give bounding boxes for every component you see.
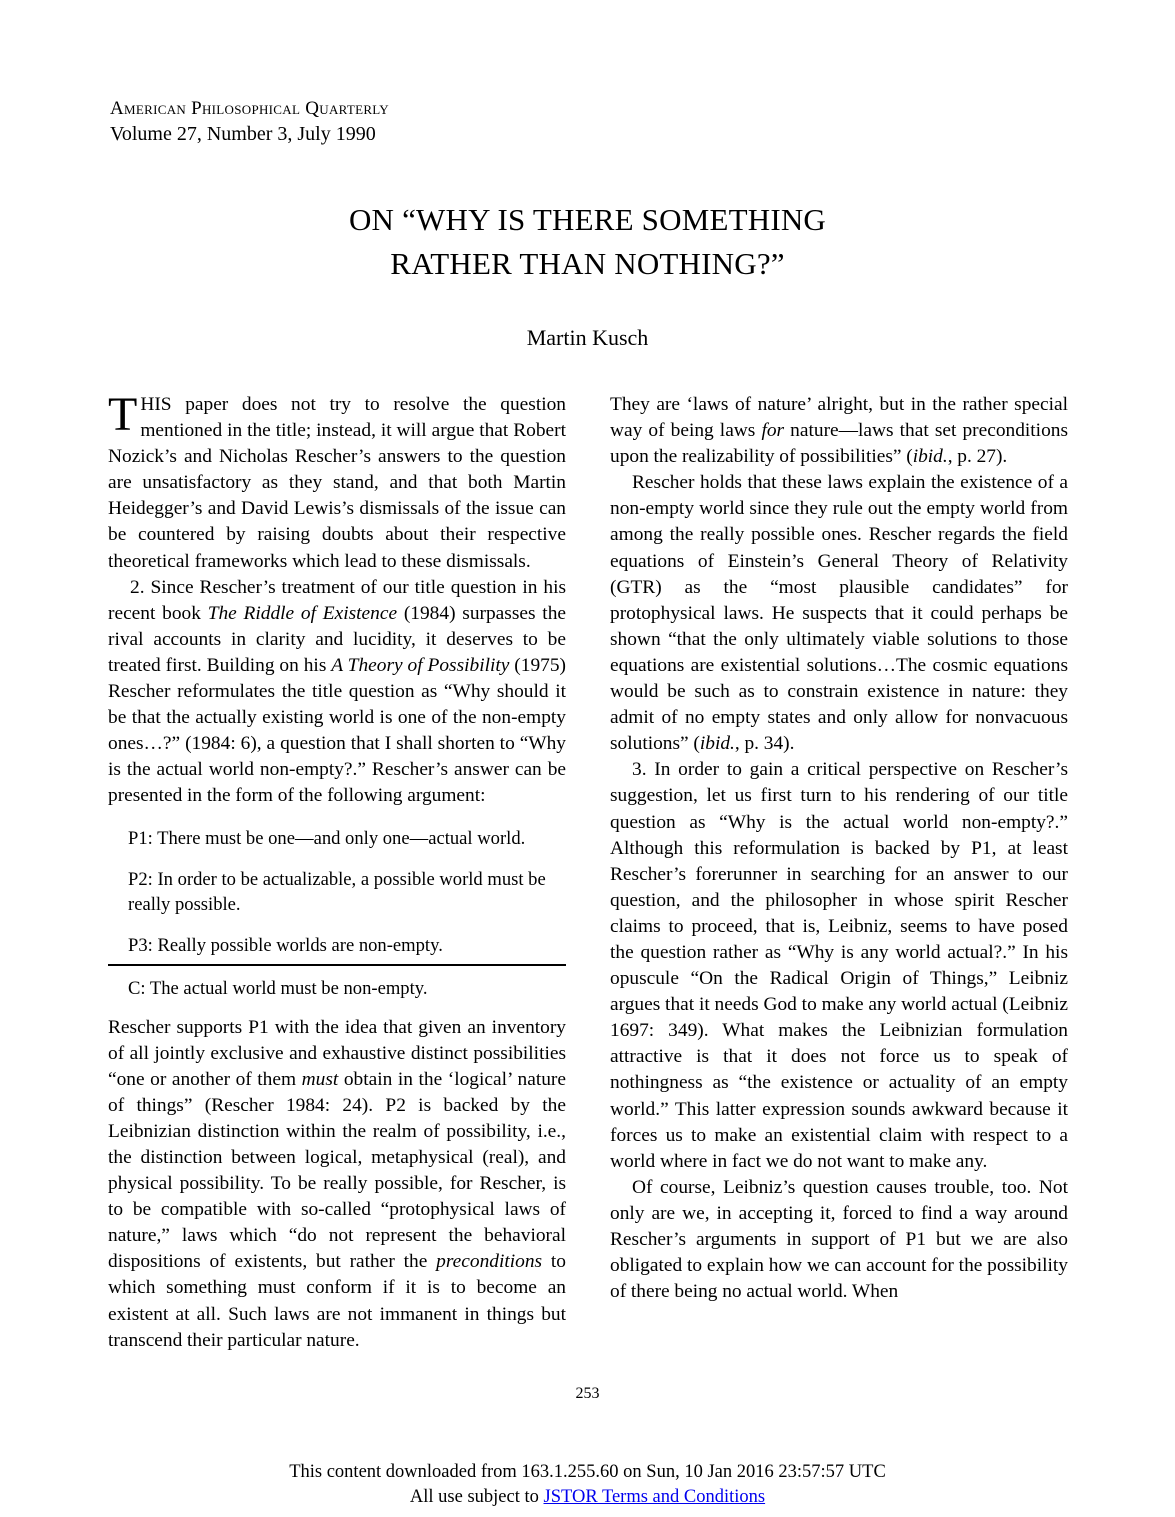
premise-p3: P3: Really possible worlds are non-empty. <box>128 934 443 956</box>
paragraph-3-part-b: obtain in the ‘logical’ nature of things” (Rescher 1984: 24). P2 is backed by the Leibnizian distinction within the realm of possibility, i.e., the distinction between logical, metaphysical (real), and physical possibility. To be really possible, for Rescher, is to be compatible with so-called “protophysical laws of nature,” laws which “do not represent the behavioral dispositions of existents, but rather the <box>108 1068 566 1273</box>
paragraph-intro <box>108 388 566 575</box>
paragraph-3 <box>108 1015 566 1354</box>
paragraph-4-part-a: They are ‘laws of nature’ alright, but in the rather special way of being laws <box>610 394 1068 442</box>
left-column <box>108 388 566 1352</box>
emphasis-must: must <box>301 1068 339 1090</box>
page-number: 253 <box>575 1385 600 1402</box>
paragraph-5 <box>610 470 1068 757</box>
paragraph-3-part-a: Rescher supports P1 with the idea that given an inventory of all jointly exclusive and exhaustive distinct possibilities “one or another of them <box>108 1016 566 1090</box>
book-title-riddle-of-existence: The Riddle of Existence <box>207 602 398 624</box>
paragraph-3-part-c: to which something must conform if it is to become an existent at all. Such laws are not immanent in things but transcend their particular nature. <box>108 1251 566 1351</box>
paragraph-6: 3. In order to gain a critical perspective on Rescher’s suggestion, let us first turn to his rendering of our title question as “Why is the actual world non-empty?.” Although this reformulation is backed by P1, at least Rescher’s forerunner in searching for an answer to our question, and the philosopher in whose spirit Rescher claims to proceed, that is, Leibniz, seems to have posed the question rather as “Why is any world actual?.” In his opuscule “On the Radical Origin of Things,” Leibniz argues that it needs God to make any world actual (Leibniz 1697: 349). What makes the Leibnizian formulation attractive is that it does not force us to speak of nothingness as “the existence or actuality of an empty world.” This latter expression sounds awkward because it forces us to make an existential claim with respect to a world where in fact we do not want to make any. <box>610 759 1068 1172</box>
paragraph-2-part-c: (1975) Rescher reformulates the title question as “Why should it be that the actually existing world is one of the non-empty ones…?” (1984: 6), a question that I shall shorten to “Why is the actual world non-empty?.” Rescher’s answer can be presented in the form of the following argument: <box>108 654 566 807</box>
emphasis-for: for <box>761 420 785 442</box>
book-title-theory-of-possibility: A Theory of Possibility <box>331 654 510 676</box>
masthead <box>110 96 810 147</box>
terms-notice <box>0 1485 1175 1509</box>
issue-line: Volume 27, Number 3, July 1990 <box>110 123 376 145</box>
paragraph-intro-text: HIS paper does not try to resolve the question mentioned in the title; instead, it will argue that Robert Nozick’s and Nicholas Rescher’s answers to the question are unsatisfactory as they stand, and that both Martin Heidegger’s and David Lewis’s dismissals of the issue can be countered by raising doubts about their respective theoretical frameworks which lead to these dismissals. <box>108 394 566 572</box>
title-line-2: RATHER THAN NOTHING?” <box>390 246 785 281</box>
citation-ibid-1: ibid. <box>912 446 948 468</box>
paragraph-2 <box>108 575 566 810</box>
author-byline: Martin Kusch <box>526 325 649 350</box>
jstor-terms-link[interactable]: JSTOR Terms and Conditions <box>543 1487 766 1507</box>
citation-ibid-2: ibid. <box>699 733 735 755</box>
argument-conclusion: C: The actual world must be non-empty. <box>128 977 428 999</box>
right-column <box>610 392 1068 1352</box>
emphasis-preconditions: preconditions <box>436 1251 543 1273</box>
body-columns <box>108 388 1069 1352</box>
paragraph-7: Of course, Leibniz’s question causes trouble, too. Not only are we, in accepting it, forced to find a way around Rescher’s arguments in support of P1 but we are also obligated to explain how we can account for the possibility of there being no actual world. When <box>610 1176 1068 1303</box>
paragraph-4-part-b: nature—laws that set preconditions upon the realizability of possibilities” ( <box>610 420 1069 468</box>
download-notice: This content downloaded from 163.1.255.60 on Sun, 10 Jan 2016 23:57:57 UTC <box>289 1462 886 1482</box>
paragraph-2-part-a: 2. Since Rescher’s treatment of our title question in his recent book <box>108 576 566 624</box>
jstor-footer <box>0 1460 1175 1509</box>
journal-name: American Philosophical Quarterly <box>110 98 389 119</box>
title-line-1: ON “WHY IS THERE SOMETHING <box>348 202 827 237</box>
title-block <box>110 198 1065 352</box>
terms-prefix: All use subject to <box>409 1487 544 1507</box>
argument-block <box>108 826 566 1001</box>
paragraph-5-part-b: , p. 34). <box>734 733 795 755</box>
paragraph-4 <box>610 392 1068 470</box>
argument-divider <box>108 964 566 966</box>
paragraph-2-part-b: (1984) surpasses the rival accounts in clarity and lucidity, it deserves to be treated first. Building on his <box>108 602 566 676</box>
paragraph-4-part-c: , p. 27). <box>947 446 1008 468</box>
premise-p1: P1: There must be one—and only one—actual world. <box>128 827 526 849</box>
paragraph-5-part-a: Rescher holds that these laws explain the existence of a non-empty world since they rule out the empty world from among the really possible ones. Rescher regards the field equations of Einstein’s General Theory of Relativity (GTR) as the “most plausible candidates” for protophysical laws. He suspects that it could perhaps be shown “that the only ultimately viable solutions to those equations are existential solutions…The cosmic equations would be such as to constrain existence in nature: they admit of no empty states and only allow for nonvacuous solutions” ( <box>610 472 1068 755</box>
page-title <box>110 198 1065 286</box>
premise-p2: P2: In order to be actualizable, a possible world must be really possible. <box>128 868 546 915</box>
drop-cap: T <box>108 388 138 441</box>
